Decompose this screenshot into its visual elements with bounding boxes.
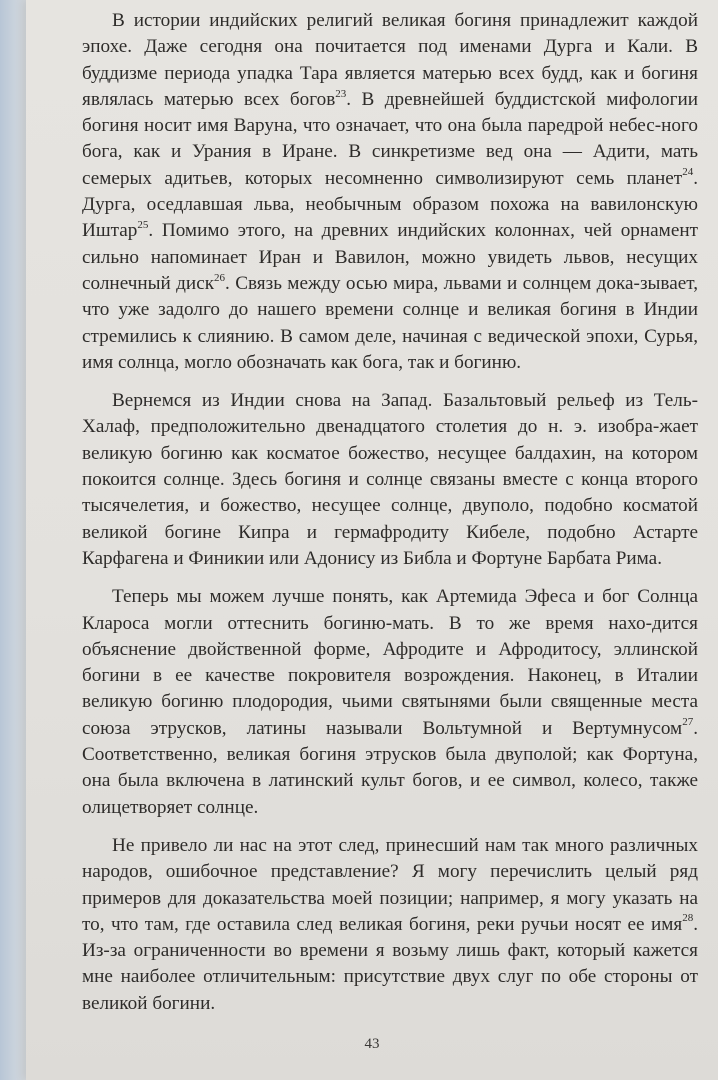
footnote-marker: 23 <box>335 87 347 100</box>
text-line: подобно косматой великой богине Кипра и гермафродиту Кибеле, <box>82 495 699 543</box>
text-line-continuation: . Соответственно, великая богиня этрусков была <box>82 717 699 766</box>
text-line: эпохи, Сурья, имя солнца, могло обозначать как бога, так и богиню. <box>82 325 698 373</box>
text-line-continuation: . Связь между осью мира, львами и солнцем дока- <box>225 272 640 294</box>
text-line: котором покоится солнце. Здесь богиня и солнце связаны вместе с <box>82 442 698 491</box>
text-line: буддизме периода упадка Тара является матерью всех будд, как и богиня <box>82 62 698 84</box>
text-line: Халаф, предположительно двенадцатого столетия до н. э. изобра- <box>82 416 660 438</box>
paragraph <box>82 8 698 376</box>
text-line: дится объяснение двойственной форме, Афродите и Афродитосу, <box>82 612 698 660</box>
footnote-marker: 26 <box>214 271 226 284</box>
text-line: имя <box>650 913 683 935</box>
page-number: 43 <box>364 1036 380 1052</box>
text-line: и Вертумнусом <box>541 717 683 739</box>
text-line: и ее символ, колесо, также олицетворяет солнце. <box>82 770 698 818</box>
text-line: Иштар <box>82 220 138 242</box>
text-line: в Италии великую богиню плодородия, чьими святынями были <box>82 665 698 713</box>
text-line: подобно Астарте Карфагена и Финикии или Адонису из Библа и <box>82 521 699 569</box>
footnote-marker: 27 <box>682 716 694 729</box>
text-line: сильно напоминает Иран и Вавилон, можно увидеть львов, несущих <box>82 246 698 268</box>
footnote-marker: 24 <box>682 166 694 179</box>
text-line: солнечный диск <box>82 272 215 294</box>
text-line: в Индии стремились к слиянию. В самом деле, начиная с ведической <box>82 299 699 347</box>
text-line: примеров для доказательства моей позиции; например, я могу указать <box>82 887 673 909</box>
text-line-continuation: . <box>693 167 698 189</box>
text-line: народов, ошибочное представление? Я могу перечислить целый ряд <box>82 861 698 883</box>
text-line: Фортуне Барбата Рима. <box>471 547 662 569</box>
book-page <box>26 0 718 1080</box>
text-line-continuation: . В древнейшей буддистской мифологии <box>346 88 698 110</box>
text-line: богиня носит имя Варуна, что означает, что она была паредрой небес- <box>82 115 662 137</box>
text-line: В истории индийских религий великая богиня принадлежит каждой <box>112 10 698 31</box>
text-line: Вернемся из Индии снова на Запад. Базальтовый рельеф из Тель- <box>112 390 698 412</box>
text-line: эллинской богини в ее качестве покровителя возрождения. Наконец, <box>82 638 699 687</box>
text-line: Солнца Кларoса могли оттеснить богиню-мать. В то же время нахо- <box>82 586 699 634</box>
text-line: зывает, что уже задолго до нашего времени солнце и великая богиня <box>82 272 698 321</box>
footnote-marker: 28 <box>682 912 694 925</box>
paragraph <box>82 388 698 572</box>
text-line-continuation: . Из-за ограниченности во времени я возьму лишь факт, который <box>82 913 698 962</box>
paragraph <box>82 584 698 821</box>
text-line: на то, что там, где оставила след великая богиня, реки ручьи носят ее <box>82 887 698 935</box>
text-line: Теперь мы можем лучше понять, как Артемида Эфеса и бог <box>112 586 630 608</box>
text-line: стороны от великой богини. <box>82 966 698 1014</box>
text-line: священные места союза этрусков, латины называли Вольтумной <box>82 691 698 739</box>
text-line: двуполой; как Фортуна, она была включена в латинский культ богов, <box>82 744 698 792</box>
paragraph <box>82 833 698 1017</box>
text-line: кажется мне наиболее отличительным: присутствие двух слуг по обе <box>82 940 698 988</box>
text-line: Дурга, оседлавшая льва, необычным образом похожа на вавилонскую <box>82 194 698 216</box>
text-line: являлась матерью всех богов <box>82 88 336 110</box>
body-text <box>82 8 698 1029</box>
text-line: семерых адитьев, которых несомненно символизируют семь планет <box>82 167 683 189</box>
text-line: эпохе. Даже сегодня она почитается под именами Дурга и Кали. В <box>82 36 698 58</box>
text-line: ного бога, как и Урания в Иране. В синкретизме вед она — Адити, мать <box>82 115 698 163</box>
text-line: жает великую богиню как косматое божество, несущее балдахин, на <box>82 416 698 464</box>
text-line-continuation: . Помимо этого, на древних индийских колоннах, чей орнамент <box>148 220 698 242</box>
text-line: Не привело ли нас на этот след, принесший нам так много различных <box>112 834 698 856</box>
footnote-marker: 25 <box>137 218 149 231</box>
text-line: конца второго тысячелетия, и божество, несущее солнце, двуполо, <box>82 469 698 517</box>
